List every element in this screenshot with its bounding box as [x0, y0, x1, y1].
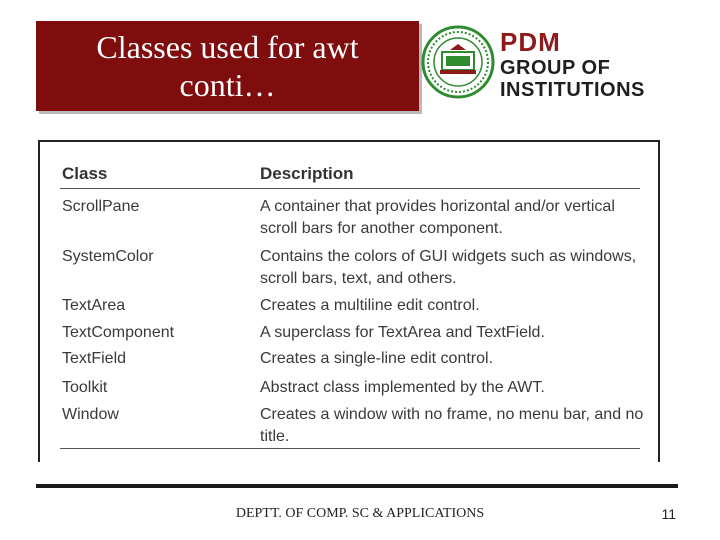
class-description: A superclass for TextArea and TextField. — [260, 324, 545, 341]
awt-class-table — [38, 140, 660, 462]
logo-line-3: INSTITUTIONS — [500, 79, 645, 101]
class-description: Abstract class implemented by the AWT. — [260, 379, 545, 396]
class-description: Creates a multiline edit control. — [260, 297, 480, 314]
seal-icon — [420, 24, 496, 100]
class-name: TextComponent — [62, 324, 175, 341]
class-name: TextArea — [62, 297, 126, 314]
footer-department: DEPTT. OF COMP. SC & APPLICATIONS — [235, 506, 485, 521]
footer-divider — [36, 484, 678, 488]
class-name: SystemColor — [62, 248, 154, 265]
page-number: 11 — [661, 506, 676, 522]
title-line-1: Classes used for awt — [96, 29, 359, 65]
class-description: Creates a window with no frame, no menu bar, and no title. — [260, 406, 644, 445]
class-name: TextField — [62, 350, 127, 367]
table-header-rule — [60, 188, 640, 189]
logo-brand: PDM — [500, 27, 561, 57]
table-bottom-rule — [60, 448, 640, 449]
class-name: ScrollPane — [62, 198, 140, 215]
title-line-2: conti… — [179, 67, 276, 103]
class-name: Window — [62, 406, 119, 423]
class-description: Creates a single-line edit control. — [260, 350, 494, 367]
slide-title — [36, 21, 419, 111]
header-description: Description — [260, 164, 354, 183]
class-description: Contains the colors of GUI widgets such as windows, scroll bars, text, and others. — [260, 248, 637, 287]
logo-line-2: GROUP OF — [500, 57, 611, 79]
header-class: Class — [62, 164, 108, 183]
class-name: Toolkit — [62, 379, 108, 396]
institution-logo — [420, 24, 680, 108]
class-description: A container that provides horizontal and/or vertical scroll bars for another component. — [260, 198, 615, 237]
